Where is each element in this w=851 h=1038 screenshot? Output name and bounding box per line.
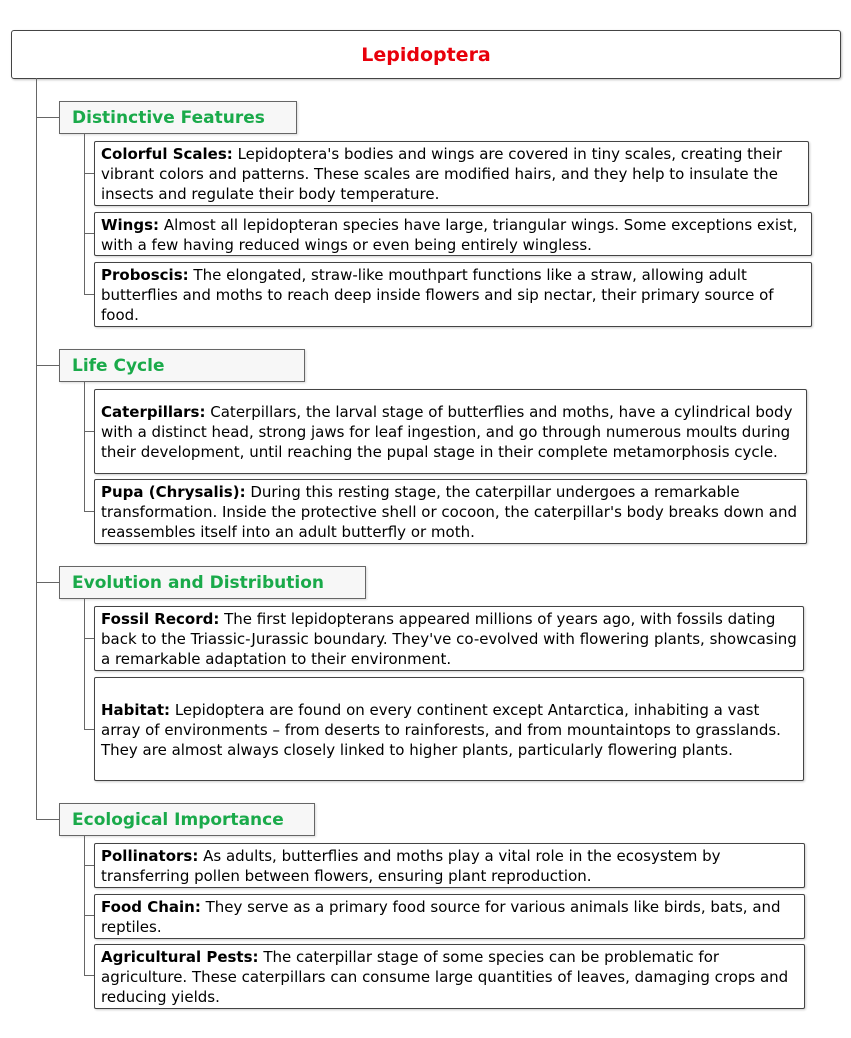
leaf-term: Proboscis:: [101, 266, 189, 284]
root-topic: [11, 30, 841, 79]
leaf-fossil-record: [94, 606, 804, 671]
leaf-term: Agricultural Pests:: [101, 948, 259, 966]
leaf-text: They serve as a primary food source for various animals like birds, bats, and reptiles.: [101, 898, 781, 936]
leaf-connector: [84, 836, 85, 975]
leaf-term: Wings:: [101, 215, 160, 234]
leaf-term: Food Chain:: [101, 898, 201, 916]
leaf-text: Lepidoptera are found on every continent except Antarctica, inhabiting a vast array of environments – from deserts to rainforests, and from mountaintops to grasslands. They are almost always closely linked to higher plants, particularly flowering plants.: [101, 700, 781, 759]
branch-label: Distinctive Features: [72, 107, 265, 128]
leaf-stub: [84, 638, 94, 639]
leaf-stub: [84, 915, 94, 916]
leaf-pollinators: [94, 843, 805, 888]
branch-evolution-distribution: [59, 566, 366, 599]
branch-distinctive-features: [59, 101, 297, 134]
branch-life-cycle: [59, 349, 305, 382]
leaf-term: Colorful Scales:: [101, 145, 233, 163]
branch-connector: [36, 819, 59, 820]
leaf-term: Fossil Record:: [101, 610, 220, 628]
leaf-text: Caterpillars, the larval stage of butterflies and moths, have a cylindrical body with a distinct head, strong jaws for leaf ingestion, and go through numerous moults during their development, until reaching the pupal stage in their complete metamorphosis cycle.: [101, 403, 793, 461]
leaf-habitat: [94, 677, 804, 781]
branch-ecological-importance: [59, 803, 315, 836]
main-connector: [36, 78, 37, 820]
leaf-text: The elongated, straw-like mouthpart functions like a straw, allowing adult butterflies and moths to reach deep inside flowers and sip nectar, their primary source of food.: [101, 266, 774, 324]
leaf-term: Pollinators:: [101, 847, 199, 865]
leaf-stub: [84, 975, 94, 976]
leaf-term: Pupa (Chrysalis):: [101, 483, 246, 501]
branch-label: Life Cycle: [72, 355, 165, 376]
leaf-food-chain: [94, 894, 805, 939]
leaf-stub: [84, 173, 94, 174]
leaf-caterpillars: [94, 389, 807, 474]
leaf-text: Almost all lepidopteran species have large, triangular wings. Some exceptions exist, with a few having reduced wings or even being entirely wingless.: [101, 215, 798, 254]
leaf-stub: [84, 431, 94, 432]
leaf-stub: [84, 729, 94, 730]
branch-connector: [36, 582, 59, 583]
leaf-term: Caterpillars:: [101, 403, 206, 421]
leaf-stub: [84, 865, 94, 866]
leaf-connector: [84, 599, 85, 729]
leaf-wings: [94, 212, 812, 256]
leaf-colorful-scales: [94, 141, 809, 206]
branch-label: Ecological Importance: [72, 809, 284, 830]
branch-label: Evolution and Distribution: [72, 572, 325, 593]
leaf-text: Lepidoptera's bodies and wings are covered in tiny scales, creating their vibrant colors and patterns. These scales are modified hairs, and they help to insulate the insects and regulate their body temperature.: [101, 145, 783, 203]
leaf-text: The first lepidopterans appeared millions of years ago, with fossils dating back to the Triassic-Jurassic boundary. They've co-evolved with flowering plants, showcasing a remarkable adaptation to their environment.: [101, 610, 797, 668]
leaf-stub: [84, 233, 94, 234]
leaf-pupa: [94, 479, 807, 544]
leaf-stub: [84, 294, 94, 295]
leaf-proboscis: [94, 262, 812, 327]
branch-connector: [36, 117, 59, 118]
leaf-stub: [84, 511, 94, 512]
leaf-text: The caterpillar stage of some species can be problematic for agriculture. These caterpillars can consume large quantities of leaves, damaging crops and reducing yields.: [101, 948, 789, 1006]
leaf-connector: [84, 134, 85, 294]
root-topic-label: Lepidoptera: [361, 43, 491, 66]
leaf-term: Habitat:: [101, 700, 171, 719]
leaf-connector: [84, 382, 85, 511]
branch-connector: [36, 365, 59, 366]
leaf-text: During this resting stage, the caterpillar undergoes a remarkable transformation. Inside the protective shell or cocoon, the caterpillar's body breaks down and reassembles itself into an adult butterfly or moth.: [101, 483, 798, 541]
leaf-agricultural-pests: [94, 944, 805, 1009]
leaf-text: As adults, butterflies and moths play a vital role in the ecosystem by transferring pollen between flowers, ensuring plant reproduction.: [101, 847, 721, 885]
